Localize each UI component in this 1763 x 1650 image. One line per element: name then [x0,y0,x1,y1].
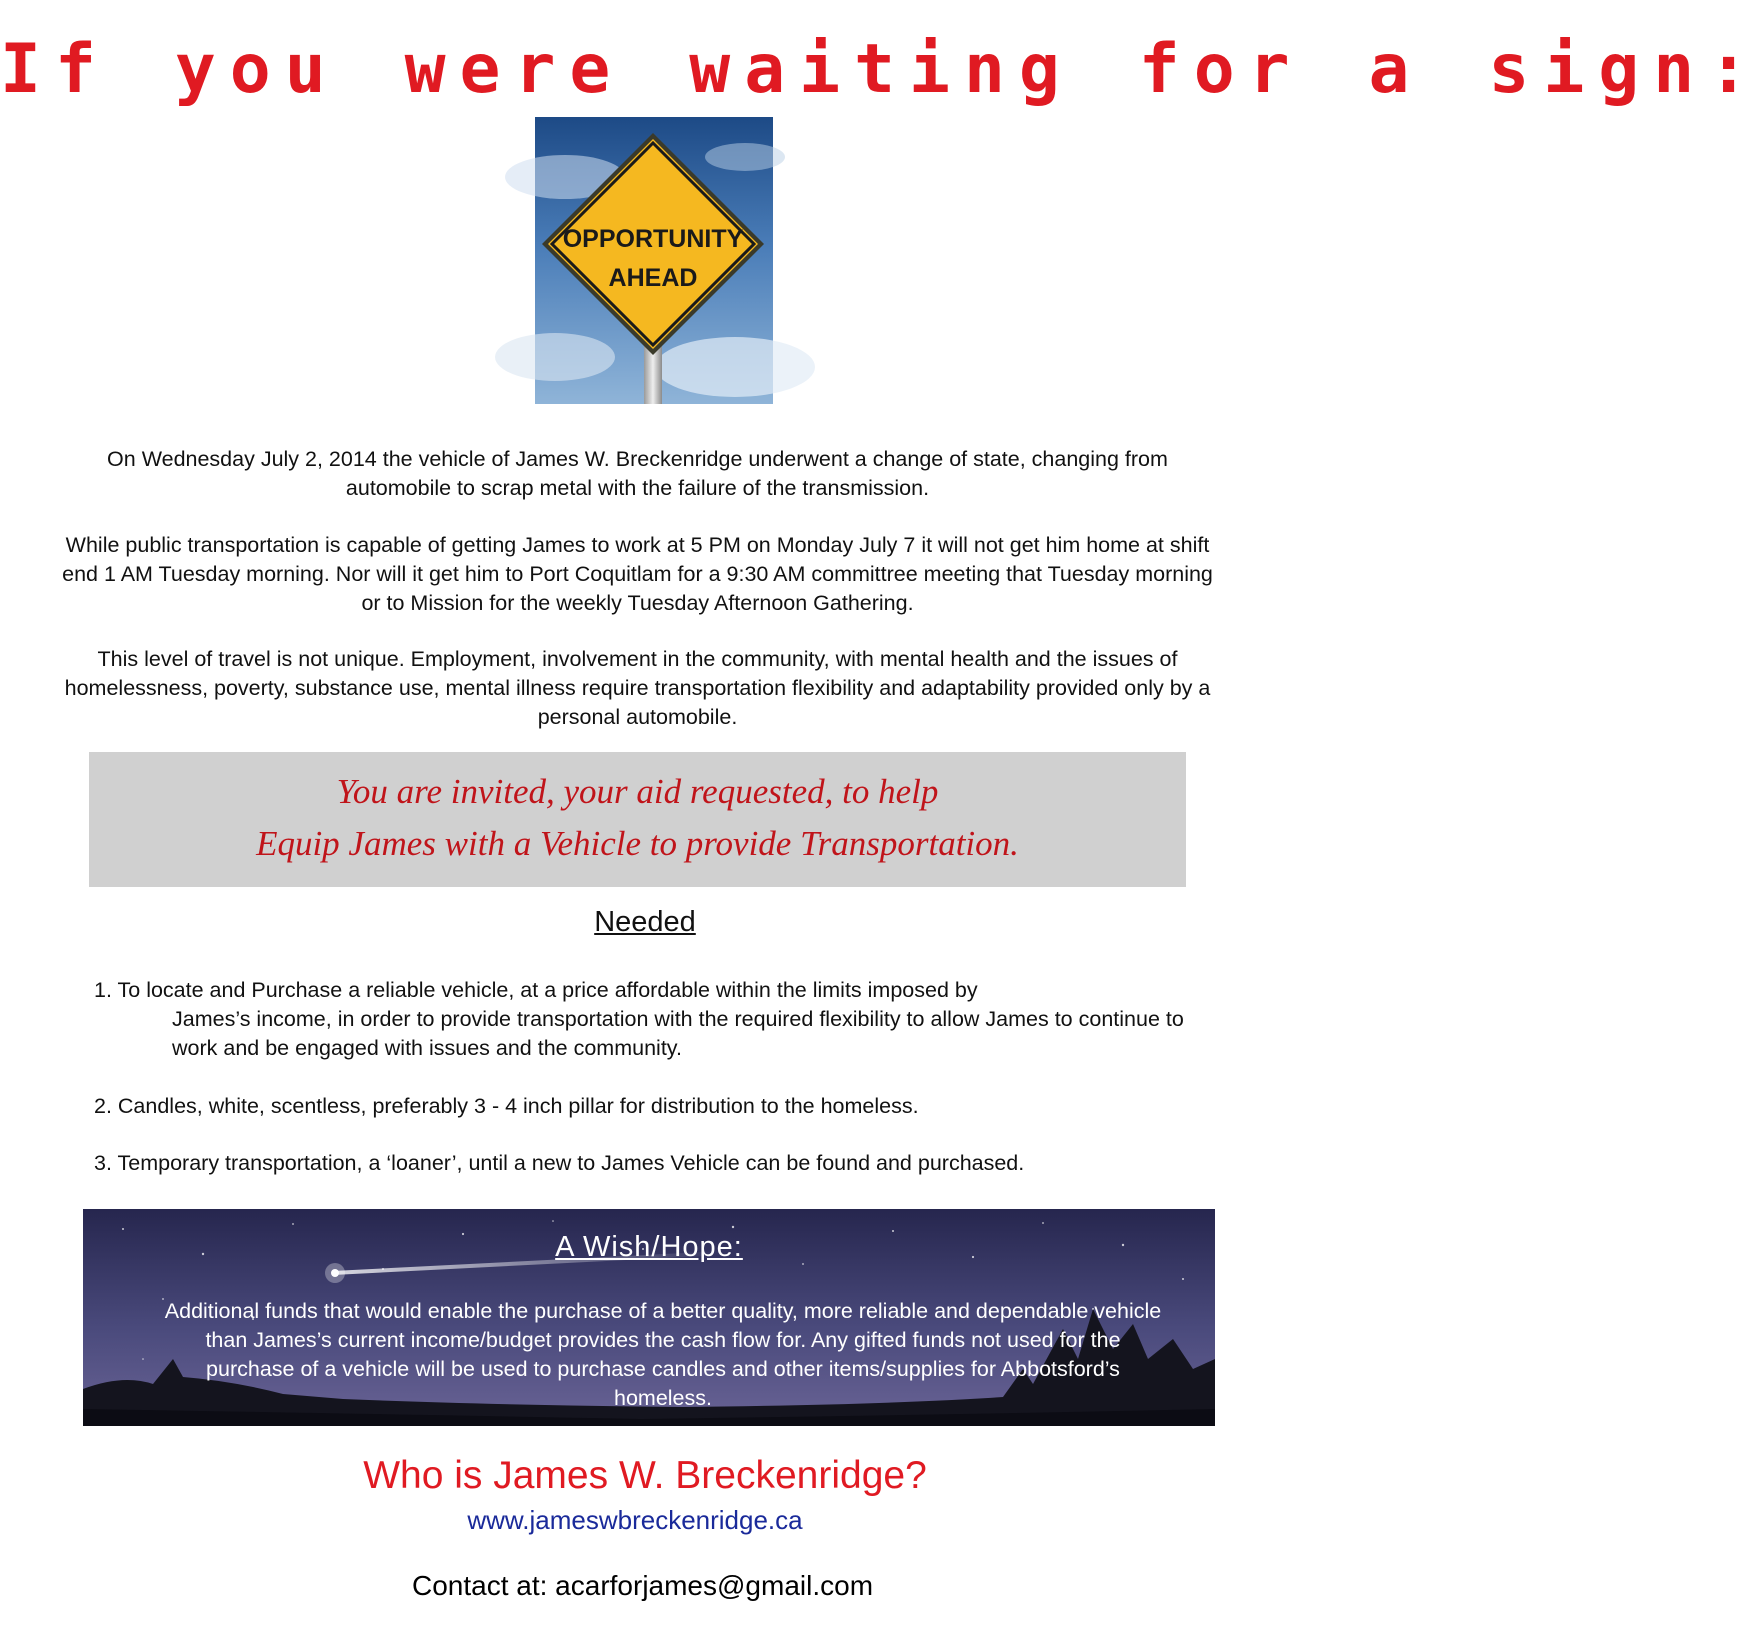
needed-item-3-text: 3. Temporary transportation, a ‘loaner’, until a new to James Vehicle can be found and purchased. [94,1151,1025,1175]
wish-panel [83,1209,1215,1426]
needed-item-2 [94,1092,1214,1121]
needed-heading: Needed [594,906,696,938]
needed-item-3 [94,1149,1214,1178]
intro-paragraph-1: On Wednesday July 2, 2014 the vehicle of James W. Breckenridge underwent a change of state, changing from automobile to scrap metal with the failure of the transmission. [107,447,1168,500]
invitation-line-1: You are invited, your aid requested, to help [336,772,939,811]
who-is-james-heading: Who is James W. Breckenridge? [363,1454,927,1497]
contact-email[interactable]: Contact at: acarforjames@gmail.com [411,1570,874,1601]
needed-item-1-first-line: 1. To locate and Purchase a reliable vehicle, at a price affordable within the limits imposed by [94,978,978,1002]
needed-item-1-continuation: James’s income, in order to provide transportation with the required flexibility to allow James to continue to work and be engaged with issues and the community. [172,1007,1184,1060]
website-link[interactable]: www.jameswbreckenridge.ca [467,1505,803,1535]
needed-item-2-text: 2. Candles, white, scentless, preferably 3 - 4 inch pillar for distribution to the homeless. [94,1094,919,1118]
opportunity-sign-image [535,117,773,404]
wish-text: Additional funds that would enable the purchase of a better quality, more reliable and dependable vehicle than James’s current income/budget provides the cash flow for. Any gifted funds not used for the purchase of a vehicle will be used to purchase candles and other items/supplies for Abbotsford’s homeless. [164,1299,1162,1410]
needed-item-1 [94,976,1214,1063]
sign-text-line1: OPPORTUNITY [562,225,744,253]
intro-paragraph-2: While public transportation is capable of getting James to work at 5 PM on Monday July 7 it will not get him home at shift end 1 AM Tuesday morning. Nor will it get him to Port Coquitlam for a 9:30 AM committree meeting that Tuesday morning or to Mission for the weekly Tuesday Afternoon Gathering. [62,533,1213,615]
invitation-banner [89,752,1186,887]
sign-text-line2: AHEAD [608,264,698,292]
intro-paragraph-3: This level of travel is not unique. Employment, involvement in the community, with mental health and the issues of homelessness, poverty, substance use, mental illness require transportation flexibility and adaptability provided only by a personal automobile. [64,647,1211,729]
invitation-line-2: Equip James with a Vehicle to provide Transportation. [256,824,1019,863]
page-headline: If you were waiting for a sign: [0,30,1763,109]
wish-heading: A Wish/Hope: [555,1231,743,1263]
